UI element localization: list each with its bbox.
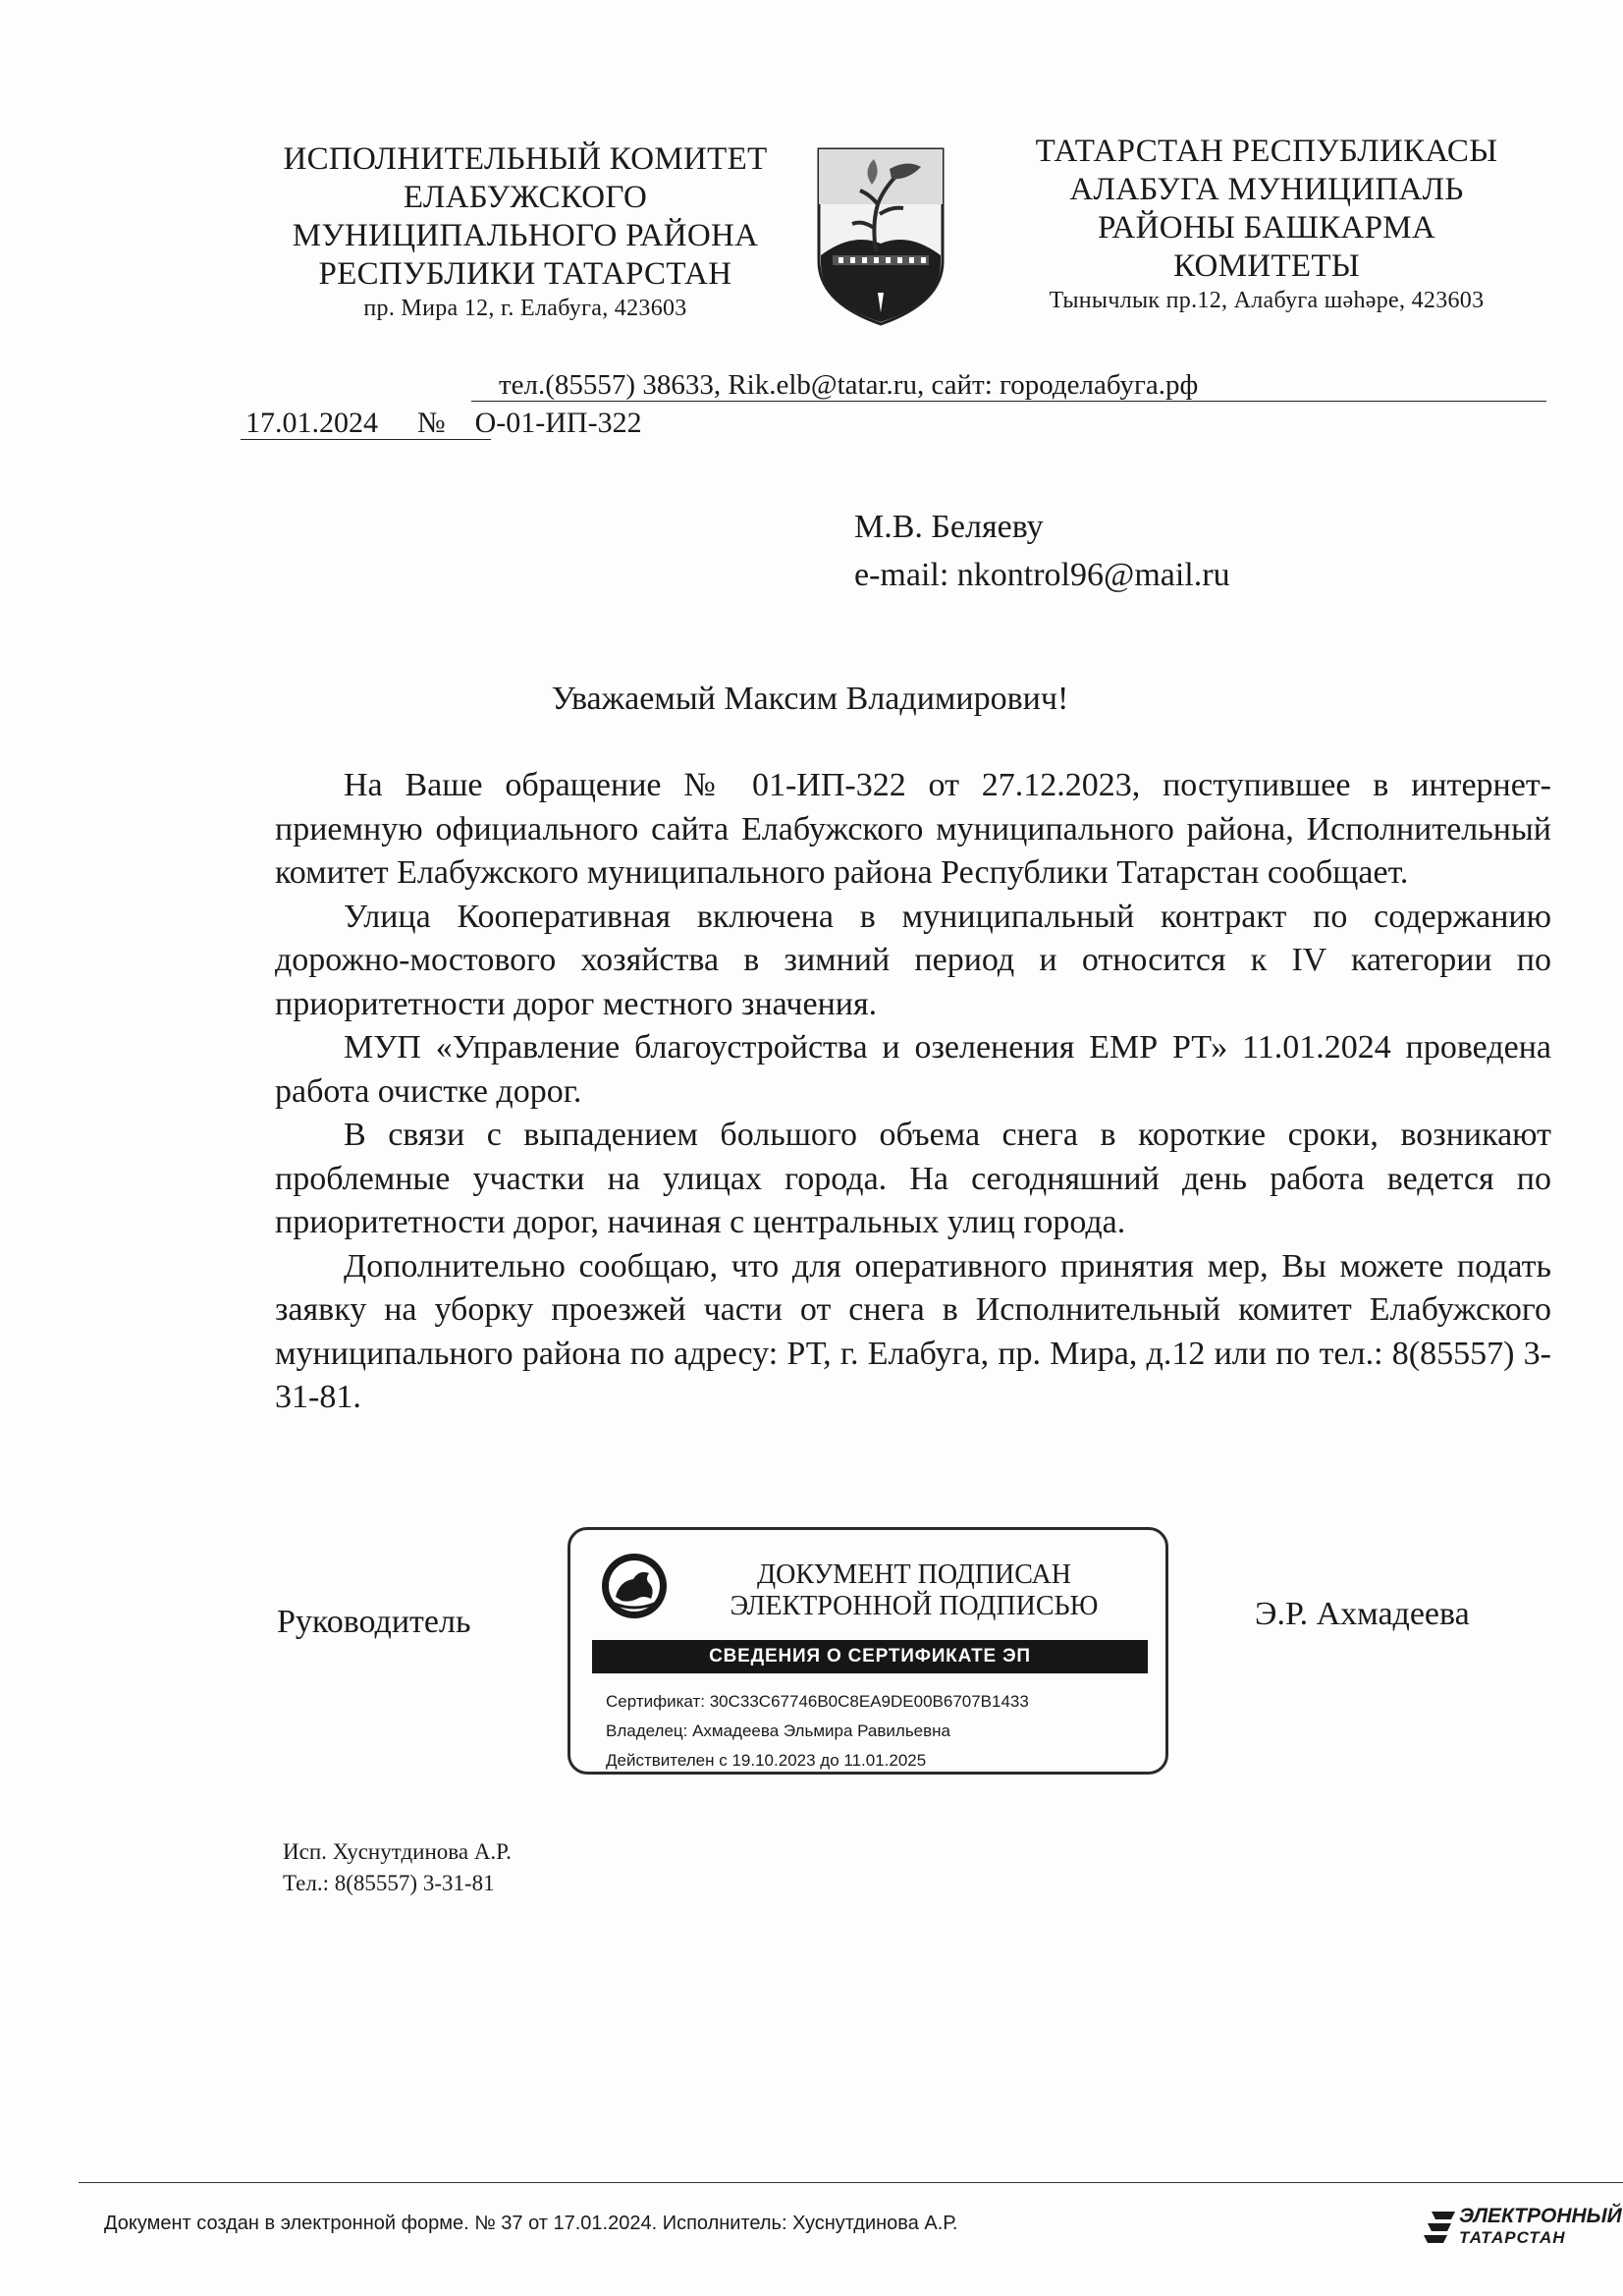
footer-text: Документ создан в электронной форме. № 37 от 17.01.2024. Исполнитель: Хуснутдинова А.Р. <box>104 2213 958 2234</box>
header-left-block <box>265 140 785 323</box>
registration-date: 17.01.2024 <box>245 407 378 439</box>
header-left-line: МУНИЦИПАЛЬНОГО РАЙОНА <box>292 218 759 253</box>
header-right-line: АЛАБУГА МУНИЦИПАЛЬ <box>1069 172 1464 207</box>
executor-phone: Тел.: 8(85557) 3-31-81 <box>283 1871 495 1895</box>
footer-logo-text: ЭЛЕКТРОННЫЙ <box>1459 2205 1622 2227</box>
footer-logo-text: ТАТАРСТАН <box>1459 2228 1566 2247</box>
header-right-line: РАЙОНЫ БАШКАРМА <box>1098 210 1435 246</box>
body-paragraph: На Ваше обращение № 01-ИП-322 от 27.12.2023, поступившее в интернет-приемную официального сайта Елабужского муниципального района, Исполнительный комитет Елабужского муниципального района Республики Татарстан сообщает. <box>275 767 1551 891</box>
body-paragraph: В связи с выпадением большого объема снега в короткие сроки, возникают проблемные участки на улицах города. На сегодняшний день работа ведется по приоритетности дорог, начиная с центральных улиц города. <box>275 1117 1551 1240</box>
stamp-certificate: Сертификат: 30C33C67746B0C8EA9DE00B6707B1433 <box>606 1692 1029 1711</box>
signer-role: Руководитель <box>277 1604 471 1640</box>
e-signature-stamp <box>568 1527 1168 1775</box>
stamp-certificate-bar <box>592 1640 1148 1673</box>
tatarstan-emblem-icon <box>600 1552 669 1620</box>
header-right-line: КОМИТЕТЫ <box>1173 248 1360 284</box>
executor-block <box>283 1836 512 1899</box>
header-right-block <box>992 133 1542 315</box>
contacts-underline <box>471 401 1546 402</box>
stamp-title-line: ДОКУМЕНТ ПОДПИСАН <box>757 1559 1071 1590</box>
footer-divider <box>79 2182 1623 2183</box>
elabuga-coat-of-arms-icon <box>813 145 948 328</box>
header-right-line: ТАТАРСТАН РЕСПУБЛИКАСЫ <box>1035 134 1498 169</box>
stamp-bar-text: СВЕДЕНИЯ О СЕРТИФИКАТЕ ЭП <box>709 1646 1031 1667</box>
stamp-certificate-details <box>606 1687 1029 1776</box>
executor-name: Исп. Хуснутдинова А.Р. <box>283 1839 512 1864</box>
header-right-address: Тынычлык пр.12, Алабуга шәһәре, 423603 <box>1049 288 1485 313</box>
addressee-email: e-mail: nkontrol96@mail.ru <box>854 557 1230 593</box>
letter-body <box>275 764 1551 1420</box>
header-left-address: пр. Мира 12, г. Елабуга, 423603 <box>363 296 687 321</box>
signer-name: Э.Р. Ахмадеева <box>1255 1596 1470 1632</box>
electronic-tatarstan-logo-icon <box>1422 2204 1623 2251</box>
contacts-line: тел.(85557) 38633, Rik.elb@tatar.ru, сайт: городелабуга.рф <box>499 369 1199 401</box>
header-left-line: ИСПОЛНИТЕЛЬНЫЙ КОМИТЕТ <box>283 141 768 177</box>
stamp-owner: Владелец: Ахмадеева Эльмира Равильевна <box>606 1722 951 1740</box>
registration-number: О-01-ИП-322 <box>474 407 642 439</box>
header-left-line: ЕЛАБУЖСКОГО <box>403 180 648 215</box>
addressee-name: М.В. Беляеву <box>854 509 1044 545</box>
stamp-title-line: ЭЛЕКТРОННОЙ ПОДПИСЬЮ <box>730 1591 1099 1621</box>
stamp-validity: Действителен с 19.10.2023 до 11.01.2025 <box>606 1751 927 1770</box>
header-left-line: РЕСПУБЛИКИ ТАТАРСТАН <box>318 256 732 292</box>
body-paragraph: Дополнительно сообщаю, что для оперативного принятия мер, Вы можете подать заявку на уборку проезжей части от снега в Исполнительный комитет Елабужского муниципального района по адресу: РТ, г. Елабуга, пр. Мира, д.12 или по тел.: 8(85557) 3-31-81. <box>275 1247 1551 1415</box>
salutation: Уважаемый Максим Владимирович! <box>551 681 1069 717</box>
body-paragraph: МУП «Управление благоустройства и озеленения ЕМР РТ» 11.01.2024 проведена работа очистке дорог. <box>275 1029 1551 1110</box>
registration-number-sign: № <box>417 407 446 439</box>
registration-info <box>245 407 642 440</box>
addressee-block <box>854 503 1230 599</box>
body-paragraph: Улица Кооперативная включена в муниципальный контракт по содержанию дорожно-мостового хозяйства в зимний период и относится к IV категории по приоритетности дорог местного значения. <box>275 898 1551 1022</box>
registration-underline <box>241 439 491 440</box>
stamp-title <box>678 1559 1150 1622</box>
